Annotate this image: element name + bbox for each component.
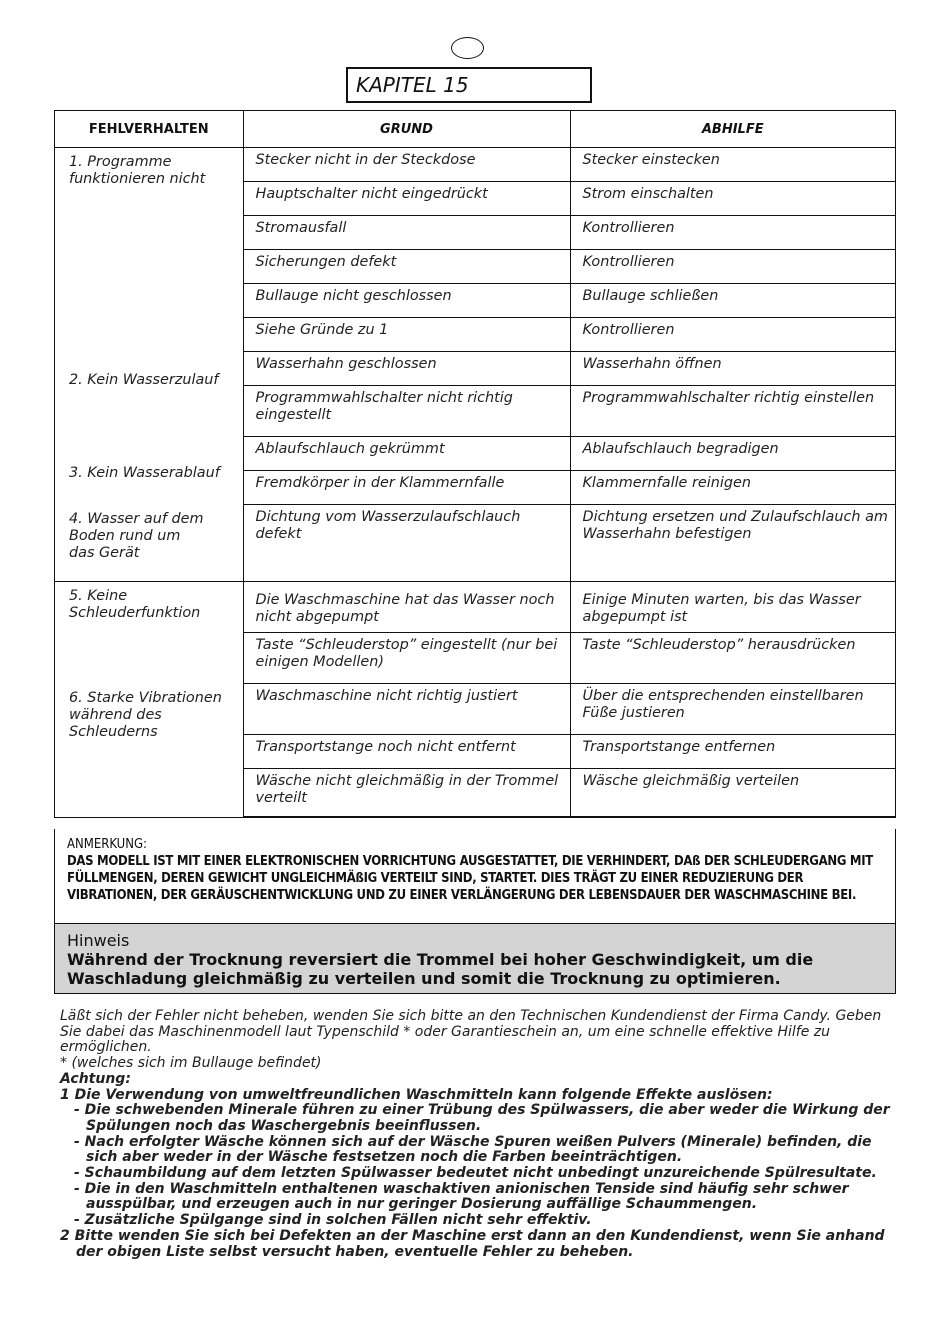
remedy-cell: Über die entsprechenden einstellbaren Füße justieren [570,684,895,735]
troubleshooting-table [54,110,896,818]
fault-cell [55,437,243,505]
cause-cell: Stromausfall [243,216,570,250]
note-box [54,829,896,923]
fault-label: 3. Kein Wasserablauf [69,465,220,481]
remedy-cell: Taste “Schleuderstop” herausdrücken [570,633,895,684]
hint-heading: Hinweis [67,931,130,950]
cause-cell: Fremdkörper in der Klammernfalle [243,471,570,505]
cause-cell: Die Waschmaschine hat das Wasser noch nicht abgepumpt [243,582,570,633]
table-row [55,148,895,182]
footer-text [60,1009,900,1260]
remedy-cell: Klammernfalle reinigen [570,471,895,505]
fault-label: 6. Starke Vibrationen während des Schleuderns [69,689,222,740]
remedy-cell: Kontrollieren [570,250,895,284]
cause-cell: Ablaufschlauch gekrümmt [243,437,570,471]
remedy-cell: Strom einschalten [570,182,895,216]
fault-label: 2. Kein Wasserzulauf [69,371,219,388]
note-heading: ANMERKUNG: [67,837,147,852]
cause-cell: Stecker nicht in der Steckdose [243,148,570,182]
cause-cell: Sicherungen defekt [243,250,570,284]
bullet-5: - Zusätzliche Spülgange sind in solchen Fällen nicht sehr effektiv. [74,1212,592,1229]
remedy-cell: Ablaufschlauch begradigen [570,437,895,471]
bullet-1: - Die schwebenden Minerale führen zu einer Trübung des Spülwassers, die aber weder die Wirkung der Spülungen noch das Waschergebnis beeinflussen. [74,1102,890,1134]
table-row [55,437,895,471]
fault-label: 5. Keine Schleuderfunktion [69,588,201,621]
table-body [55,148,895,817]
bullet-4: - Die in den Waschmitteln enthaltenen waschaktiven anionischen Tenside sind häufig sehr schwer ausspülbar, und erzeugen auch in nur geringer Dosierung auffällige Schaummengen. [74,1180,849,1213]
fault-cell [55,684,243,817]
remedy-cell: Programmwahlschalter richtig einstellen [570,386,895,437]
fault-cell [55,505,243,582]
remedy-cell: Wasserhahn öffnen [570,352,895,386]
attention-item-1: 1 Die Verwendung von umweltfreundlichen Waschmitteln kann folgende Effekte auslösen: [60,1086,773,1103]
column-header-remedy: ABHILFE [570,111,895,148]
note-text: DAS MODELL IST MIT EINER ELEKTRONISCHEN VORRICHTUNG AUSGESTATTET, DIE VERHINDERT, DAß DER SCHLEUDERGANG MIT FÜLLMENGEN, DEREN GEWICHT UNGLEICHMÄßIG VERTEILT SIND, STARTET. DIES TRÄGT ZU EINER REDUZIERUNG DER VIBRATIONEN, DER GERÄUSCHENTWICKLUNG UND ZU EINER VERLÄNGERUNG DER LEBENSDAUER DER WASCHMASCHINE BEI. [67,854,873,903]
remedy-cell: Wäsche gleichmäßig verteilen [570,769,895,817]
remedy-cell: Stecker einstecken [570,148,895,182]
column-header-cause: GRUND [243,111,570,148]
cause-cell: Transportstange noch nicht entfernt [243,735,570,769]
footer-intro: Läßt sich der Fehler nicht beheben, wenden Sie sich bitte an den Technischen Kundendienst der Firma Candy. Geben Sie dabei das Maschinenmodell laut Typenschild * oder Garantieschein an, um eine schnelle effektive Hilfe zu ermöglichen. [60,1008,882,1056]
remedy-cell: Dichtung ersetzen und Zulaufschlauch am Wasserhahn befestigen [570,505,895,582]
cause-cell: Waschmaschine nicht richtig justiert [243,684,570,735]
chapter-title: KAPITEL 15 [346,67,592,103]
cause-cell: Wäsche nicht gleichmäßig in der Trommel verteilt [243,769,570,817]
remedy-cell: Kontrollieren [570,318,895,352]
fault-cell [55,318,243,437]
cause-cell: Hauptschalter nicht eingedrückt [243,182,570,216]
cause-cell: Siehe Gründe zu 1 [243,318,570,352]
table-row [55,318,895,352]
table-row [55,505,895,582]
attention-item-2: 2 Bitte wenden Sie sich bei Defekten an der Maschine erst dann an den Kundendienst, wenn Sie anhand der obigen Liste selbst versucht haben, eventuelle Fehler zu beheben. [60,1227,885,1260]
bullet-3: - Schaumbildung auf dem letzten Spülwasser bedeutet nicht unbedingt unzureichende Spülresultate. [74,1165,877,1182]
fault-cell [55,582,243,684]
column-header-fault: FEHLVERHALTEN [55,111,243,148]
cause-cell: Taste “Schleuderstop” eingestellt (nur bei einigen Modellen) [243,633,570,684]
hint-box [54,923,896,994]
fault-cell [55,148,243,318]
footer-footnote: * (welches sich im Bullauge befindet) [60,1055,322,1072]
table-row [55,582,895,633]
fault-label: 1. Programme funktionieren nicht [69,154,206,187]
cause-cell: Programmwahlschalter nicht richtig eingestellt [243,386,570,437]
language-marker-oval [451,37,484,59]
remedy-cell: Einige Minuten warten, bis das Wasser abgepumpt ist [570,582,895,633]
cause-cell: Dichtung vom Wasserzulaufschlauch defekt [243,505,570,582]
remedy-cell: Kontrollieren [570,216,895,250]
cause-cell: Bullauge nicht geschlossen [243,284,570,318]
hint-text: Während der Trocknung reversiert die Trommel bei hoher Geschwindigkeit, um die Waschladung gleichmäßig zu verteilen und somit die Trocknung zu optimieren. [67,950,814,988]
remedy-cell: Transportstange entfernen [570,735,895,769]
bullet-2: - Nach erfolgter Wäsche können sich auf der Wäsche Spuren weißen Pulvers (Minerale) befinden, die sich aber weder in der Wäsche festsetzen noch die Farben beeinträchtigen. [74,1133,872,1166]
cause-cell: Wasserhahn geschlossen [243,352,570,386]
attention-heading: Achtung: [60,1070,131,1087]
remedy-cell: Bullauge schließen [570,284,895,318]
fault-label: 4. Wasser auf dem Boden rund um das Gerät [69,510,204,561]
table-row [55,684,895,735]
